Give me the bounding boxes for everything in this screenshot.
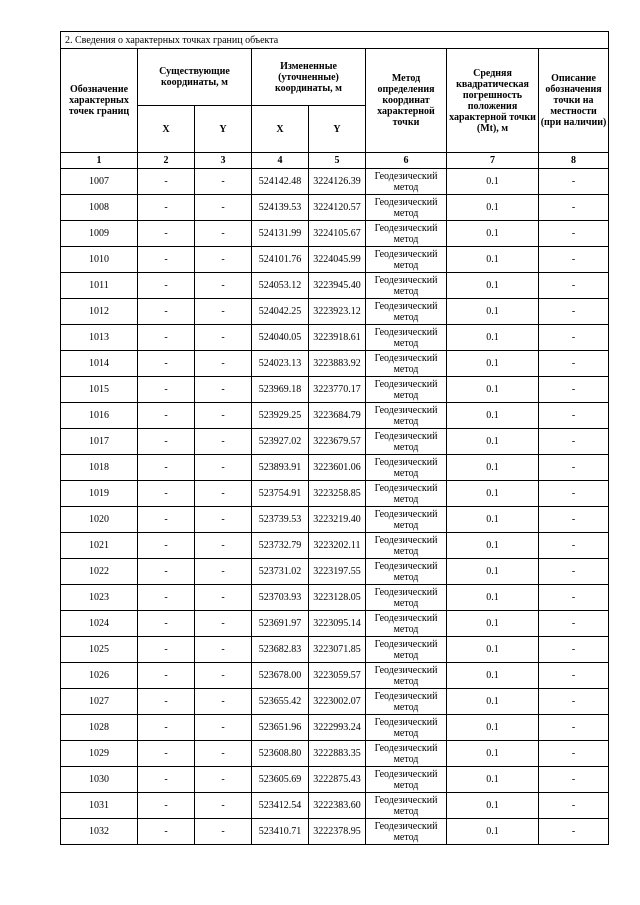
mean-error-cell: 0.1	[447, 299, 539, 325]
column-number: 2	[138, 153, 195, 169]
existing-x-cell: -	[138, 169, 195, 195]
column-number: 1	[61, 153, 138, 169]
point-cell: 1011	[61, 273, 138, 299]
table-row	[61, 377, 609, 403]
existing-x-cell: -	[138, 637, 195, 663]
method-cell: Геодезический метод	[366, 507, 447, 533]
existing-y-cell: -	[195, 689, 252, 715]
description-cell: -	[539, 325, 609, 351]
header-existing-x: X	[138, 106, 195, 153]
table-row	[61, 273, 609, 299]
point-cell: 1008	[61, 195, 138, 221]
method-cell: Геодезический метод	[366, 299, 447, 325]
existing-y-cell: -	[195, 195, 252, 221]
existing-y-cell: -	[195, 273, 252, 299]
mean-error-cell: 0.1	[447, 481, 539, 507]
existing-x-cell: -	[138, 325, 195, 351]
table-row	[61, 455, 609, 481]
mean-error-cell: 0.1	[447, 429, 539, 455]
point-cell: 1014	[61, 351, 138, 377]
existing-x-cell: -	[138, 819, 195, 845]
changed-y-cell: 3223002.07	[309, 689, 366, 715]
changed-y-cell: 3223059.57	[309, 663, 366, 689]
existing-x-cell: -	[138, 715, 195, 741]
changed-x-cell: 523893.91	[252, 455, 309, 481]
existing-x-cell: -	[138, 793, 195, 819]
changed-x-cell: 523731.02	[252, 559, 309, 585]
existing-x-cell: -	[138, 195, 195, 221]
point-cell: 1023	[61, 585, 138, 611]
existing-x-cell: -	[138, 663, 195, 689]
changed-x-cell: 523703.93	[252, 585, 309, 611]
description-cell: -	[539, 247, 609, 273]
header-existing-coords: Существующие координаты, м	[138, 49, 252, 106]
mean-error-cell: 0.1	[447, 169, 539, 195]
existing-y-cell: -	[195, 351, 252, 377]
method-cell: Геодезический метод	[366, 429, 447, 455]
existing-x-cell: -	[138, 533, 195, 559]
changed-y-cell: 3223923.12	[309, 299, 366, 325]
table-row	[61, 481, 609, 507]
point-cell: 1010	[61, 247, 138, 273]
description-cell: -	[539, 793, 609, 819]
changed-x-cell: 523682.83	[252, 637, 309, 663]
changed-x-cell: 524053.12	[252, 273, 309, 299]
description-cell: -	[539, 767, 609, 793]
table-row	[61, 169, 609, 195]
description-cell: -	[539, 403, 609, 429]
column-number: 8	[539, 153, 609, 169]
mean-error-cell: 0.1	[447, 741, 539, 767]
changed-y-cell: 3223202.11	[309, 533, 366, 559]
point-cell: 1018	[61, 455, 138, 481]
method-cell: Геодезический метод	[366, 585, 447, 611]
method-cell: Геодезический метод	[366, 767, 447, 793]
existing-y-cell: -	[195, 299, 252, 325]
mean-error-cell: 0.1	[447, 767, 539, 793]
existing-x-cell: -	[138, 273, 195, 299]
method-cell: Геодезический метод	[366, 559, 447, 585]
table-row	[61, 585, 609, 611]
existing-x-cell: -	[138, 741, 195, 767]
changed-x-cell: 524139.53	[252, 195, 309, 221]
existing-y-cell: -	[195, 325, 252, 351]
existing-y-cell: -	[195, 611, 252, 637]
existing-x-cell: -	[138, 377, 195, 403]
section-title: 2. Сведения о характерных точках границ объекта	[61, 32, 609, 49]
header-existing-y: Y	[195, 106, 252, 153]
point-cell: 1026	[61, 663, 138, 689]
table-row	[61, 247, 609, 273]
existing-y-cell: -	[195, 533, 252, 559]
changed-y-cell: 3223128.05	[309, 585, 366, 611]
point-cell: 1024	[61, 611, 138, 637]
method-cell: Геодезический метод	[366, 819, 447, 845]
description-cell: -	[539, 455, 609, 481]
description-cell: -	[539, 273, 609, 299]
header-mean-error: Средняя квадратическая погрешность положения характерной точки (Mt), м	[447, 49, 539, 153]
mean-error-cell: 0.1	[447, 247, 539, 273]
changed-x-cell: 523691.97	[252, 611, 309, 637]
changed-y-cell: 3223883.92	[309, 351, 366, 377]
mean-error-cell: 0.1	[447, 195, 539, 221]
column-number: 3	[195, 153, 252, 169]
changed-x-cell: 524042.25	[252, 299, 309, 325]
mean-error-cell: 0.1	[447, 559, 539, 585]
method-cell: Геодезический метод	[366, 273, 447, 299]
point-cell: 1021	[61, 533, 138, 559]
existing-x-cell: -	[138, 455, 195, 481]
mean-error-cell: 0.1	[447, 689, 539, 715]
mean-error-cell: 0.1	[447, 351, 539, 377]
description-cell: -	[539, 637, 609, 663]
method-cell: Геодезический метод	[366, 169, 447, 195]
existing-x-cell: -	[138, 611, 195, 637]
method-cell: Геодезический метод	[366, 481, 447, 507]
existing-x-cell: -	[138, 585, 195, 611]
method-cell: Геодезический метод	[366, 377, 447, 403]
point-cell: 1012	[61, 299, 138, 325]
description-cell: -	[539, 611, 609, 637]
existing-y-cell: -	[195, 507, 252, 533]
changed-x-cell: 523969.18	[252, 377, 309, 403]
existing-y-cell: -	[195, 377, 252, 403]
existing-x-cell: -	[138, 351, 195, 377]
header-method: Метод определения координат характерной точки	[366, 49, 447, 153]
point-cell: 1032	[61, 819, 138, 845]
description-cell: -	[539, 481, 609, 507]
table-row	[61, 767, 609, 793]
changed-x-cell: 523739.53	[252, 507, 309, 533]
header-point-designation: Обозначение характерных точек границ	[61, 49, 138, 153]
changed-y-cell: 3223197.55	[309, 559, 366, 585]
changed-x-cell: 523655.42	[252, 689, 309, 715]
description-cell: -	[539, 689, 609, 715]
table-row	[61, 325, 609, 351]
point-cell: 1017	[61, 429, 138, 455]
existing-y-cell: -	[195, 221, 252, 247]
mean-error-cell: 0.1	[447, 585, 539, 611]
table-row	[61, 715, 609, 741]
changed-y-cell: 3223095.14	[309, 611, 366, 637]
point-cell: 1027	[61, 689, 138, 715]
table-row	[61, 533, 609, 559]
changed-y-cell: 3224120.57	[309, 195, 366, 221]
existing-y-cell: -	[195, 793, 252, 819]
changed-y-cell: 3222875.43	[309, 767, 366, 793]
point-cell: 1009	[61, 221, 138, 247]
changed-x-cell: 523410.71	[252, 819, 309, 845]
changed-y-cell: 3224105.67	[309, 221, 366, 247]
point-cell: 1028	[61, 715, 138, 741]
changed-x-cell: 524131.99	[252, 221, 309, 247]
mean-error-cell: 0.1	[447, 377, 539, 403]
changed-y-cell: 3222383.60	[309, 793, 366, 819]
description-cell: -	[539, 585, 609, 611]
table-row	[61, 663, 609, 689]
existing-x-cell: -	[138, 247, 195, 273]
changed-y-cell: 3223770.17	[309, 377, 366, 403]
mean-error-cell: 0.1	[447, 325, 539, 351]
column-numbers-row	[61, 153, 609, 169]
mean-error-cell: 0.1	[447, 533, 539, 559]
point-cell: 1019	[61, 481, 138, 507]
existing-y-cell: -	[195, 715, 252, 741]
method-cell: Геодезический метод	[366, 533, 447, 559]
changed-y-cell: 3223918.61	[309, 325, 366, 351]
table-row	[61, 507, 609, 533]
point-cell: 1007	[61, 169, 138, 195]
existing-y-cell: -	[195, 767, 252, 793]
existing-x-cell: -	[138, 689, 195, 715]
mean-error-cell: 0.1	[447, 637, 539, 663]
mean-error-cell: 0.1	[447, 715, 539, 741]
description-cell: -	[539, 819, 609, 845]
method-cell: Геодезический метод	[366, 741, 447, 767]
description-cell: -	[539, 221, 609, 247]
changed-x-cell: 523605.69	[252, 767, 309, 793]
mean-error-cell: 0.1	[447, 507, 539, 533]
method-cell: Геодезический метод	[366, 247, 447, 273]
header-changed-coords: Измененные (уточненные) координаты, м	[252, 49, 366, 106]
mean-error-cell: 0.1	[447, 611, 539, 637]
method-cell: Геодезический метод	[366, 403, 447, 429]
column-number: 4	[252, 153, 309, 169]
existing-y-cell: -	[195, 637, 252, 663]
changed-x-cell: 523927.02	[252, 429, 309, 455]
existing-y-cell: -	[195, 585, 252, 611]
table-row	[61, 403, 609, 429]
existing-y-cell: -	[195, 403, 252, 429]
description-cell: -	[539, 299, 609, 325]
changed-y-cell: 3223684.79	[309, 403, 366, 429]
description-cell: -	[539, 507, 609, 533]
point-cell: 1029	[61, 741, 138, 767]
mean-error-cell: 0.1	[447, 455, 539, 481]
changed-y-cell: 3222993.24	[309, 715, 366, 741]
description-cell: -	[539, 351, 609, 377]
method-cell: Геодезический метод	[366, 351, 447, 377]
method-cell: Геодезический метод	[366, 455, 447, 481]
changed-y-cell: 3224126.39	[309, 169, 366, 195]
changed-y-cell: 3223219.40	[309, 507, 366, 533]
changed-x-cell: 524040.05	[252, 325, 309, 351]
existing-y-cell: -	[195, 455, 252, 481]
method-cell: Геодезический метод	[366, 195, 447, 221]
changed-x-cell: 523412.54	[252, 793, 309, 819]
existing-y-cell: -	[195, 663, 252, 689]
changed-y-cell: 3222883.35	[309, 741, 366, 767]
table-row	[61, 611, 609, 637]
description-cell: -	[539, 741, 609, 767]
table-row	[61, 793, 609, 819]
column-number: 5	[309, 153, 366, 169]
existing-y-cell: -	[195, 247, 252, 273]
method-cell: Геодезический метод	[366, 221, 447, 247]
changed-x-cell: 523651.96	[252, 715, 309, 741]
mean-error-cell: 0.1	[447, 663, 539, 689]
method-cell: Геодезический метод	[366, 325, 447, 351]
description-cell: -	[539, 663, 609, 689]
existing-y-cell: -	[195, 819, 252, 845]
existing-x-cell: -	[138, 221, 195, 247]
table-row	[61, 221, 609, 247]
description-cell: -	[539, 377, 609, 403]
changed-x-cell: 523929.25	[252, 403, 309, 429]
existing-y-cell: -	[195, 481, 252, 507]
existing-x-cell: -	[138, 403, 195, 429]
table-row	[61, 819, 609, 845]
changed-y-cell: 3223258.85	[309, 481, 366, 507]
table-row	[61, 637, 609, 663]
method-cell: Геодезический метод	[366, 611, 447, 637]
changed-x-cell: 523732.79	[252, 533, 309, 559]
table-row	[61, 559, 609, 585]
mean-error-cell: 0.1	[447, 819, 539, 845]
description-cell: -	[539, 429, 609, 455]
existing-x-cell: -	[138, 481, 195, 507]
point-cell: 1013	[61, 325, 138, 351]
method-cell: Геодезический метод	[366, 793, 447, 819]
table-row	[61, 741, 609, 767]
method-cell: Геодезический метод	[366, 715, 447, 741]
header-changed-y: Y	[309, 106, 366, 153]
existing-x-cell: -	[138, 559, 195, 585]
existing-x-cell: -	[138, 299, 195, 325]
point-cell: 1025	[61, 637, 138, 663]
boundary-points-table	[60, 31, 609, 845]
existing-y-cell: -	[195, 429, 252, 455]
changed-x-cell: 523754.91	[252, 481, 309, 507]
changed-y-cell: 3224045.99	[309, 247, 366, 273]
table-row	[61, 429, 609, 455]
mean-error-cell: 0.1	[447, 403, 539, 429]
changed-y-cell: 3222378.95	[309, 819, 366, 845]
column-number: 7	[447, 153, 539, 169]
changed-y-cell: 3223945.40	[309, 273, 366, 299]
header-changed-x: X	[252, 106, 309, 153]
table-row	[61, 689, 609, 715]
description-cell: -	[539, 715, 609, 741]
existing-x-cell: -	[138, 767, 195, 793]
changed-x-cell: 524023.13	[252, 351, 309, 377]
column-number: 6	[366, 153, 447, 169]
mean-error-cell: 0.1	[447, 221, 539, 247]
existing-y-cell: -	[195, 741, 252, 767]
point-cell: 1015	[61, 377, 138, 403]
method-cell: Геодезический метод	[366, 637, 447, 663]
mean-error-cell: 0.1	[447, 273, 539, 299]
description-cell: -	[539, 195, 609, 221]
changed-y-cell: 3223071.85	[309, 637, 366, 663]
point-cell: 1022	[61, 559, 138, 585]
method-cell: Геодезический метод	[366, 689, 447, 715]
changed-x-cell: 523608.80	[252, 741, 309, 767]
point-cell: 1020	[61, 507, 138, 533]
point-cell: 1030	[61, 767, 138, 793]
description-cell: -	[539, 533, 609, 559]
header-description: Описание обозначения точки на местности (при наличии)	[539, 49, 609, 153]
existing-x-cell: -	[138, 507, 195, 533]
existing-x-cell: -	[138, 429, 195, 455]
changed-x-cell: 524101.76	[252, 247, 309, 273]
table-row	[61, 195, 609, 221]
point-cell: 1031	[61, 793, 138, 819]
changed-x-cell: 524142.48	[252, 169, 309, 195]
changed-y-cell: 3223679.57	[309, 429, 366, 455]
table-row	[61, 351, 609, 377]
mean-error-cell: 0.1	[447, 793, 539, 819]
description-cell: -	[539, 559, 609, 585]
description-cell: -	[539, 169, 609, 195]
existing-y-cell: -	[195, 559, 252, 585]
point-cell: 1016	[61, 403, 138, 429]
changed-x-cell: 523678.00	[252, 663, 309, 689]
changed-y-cell: 3223601.06	[309, 455, 366, 481]
table-row	[61, 299, 609, 325]
existing-y-cell: -	[195, 169, 252, 195]
method-cell: Геодезический метод	[366, 663, 447, 689]
